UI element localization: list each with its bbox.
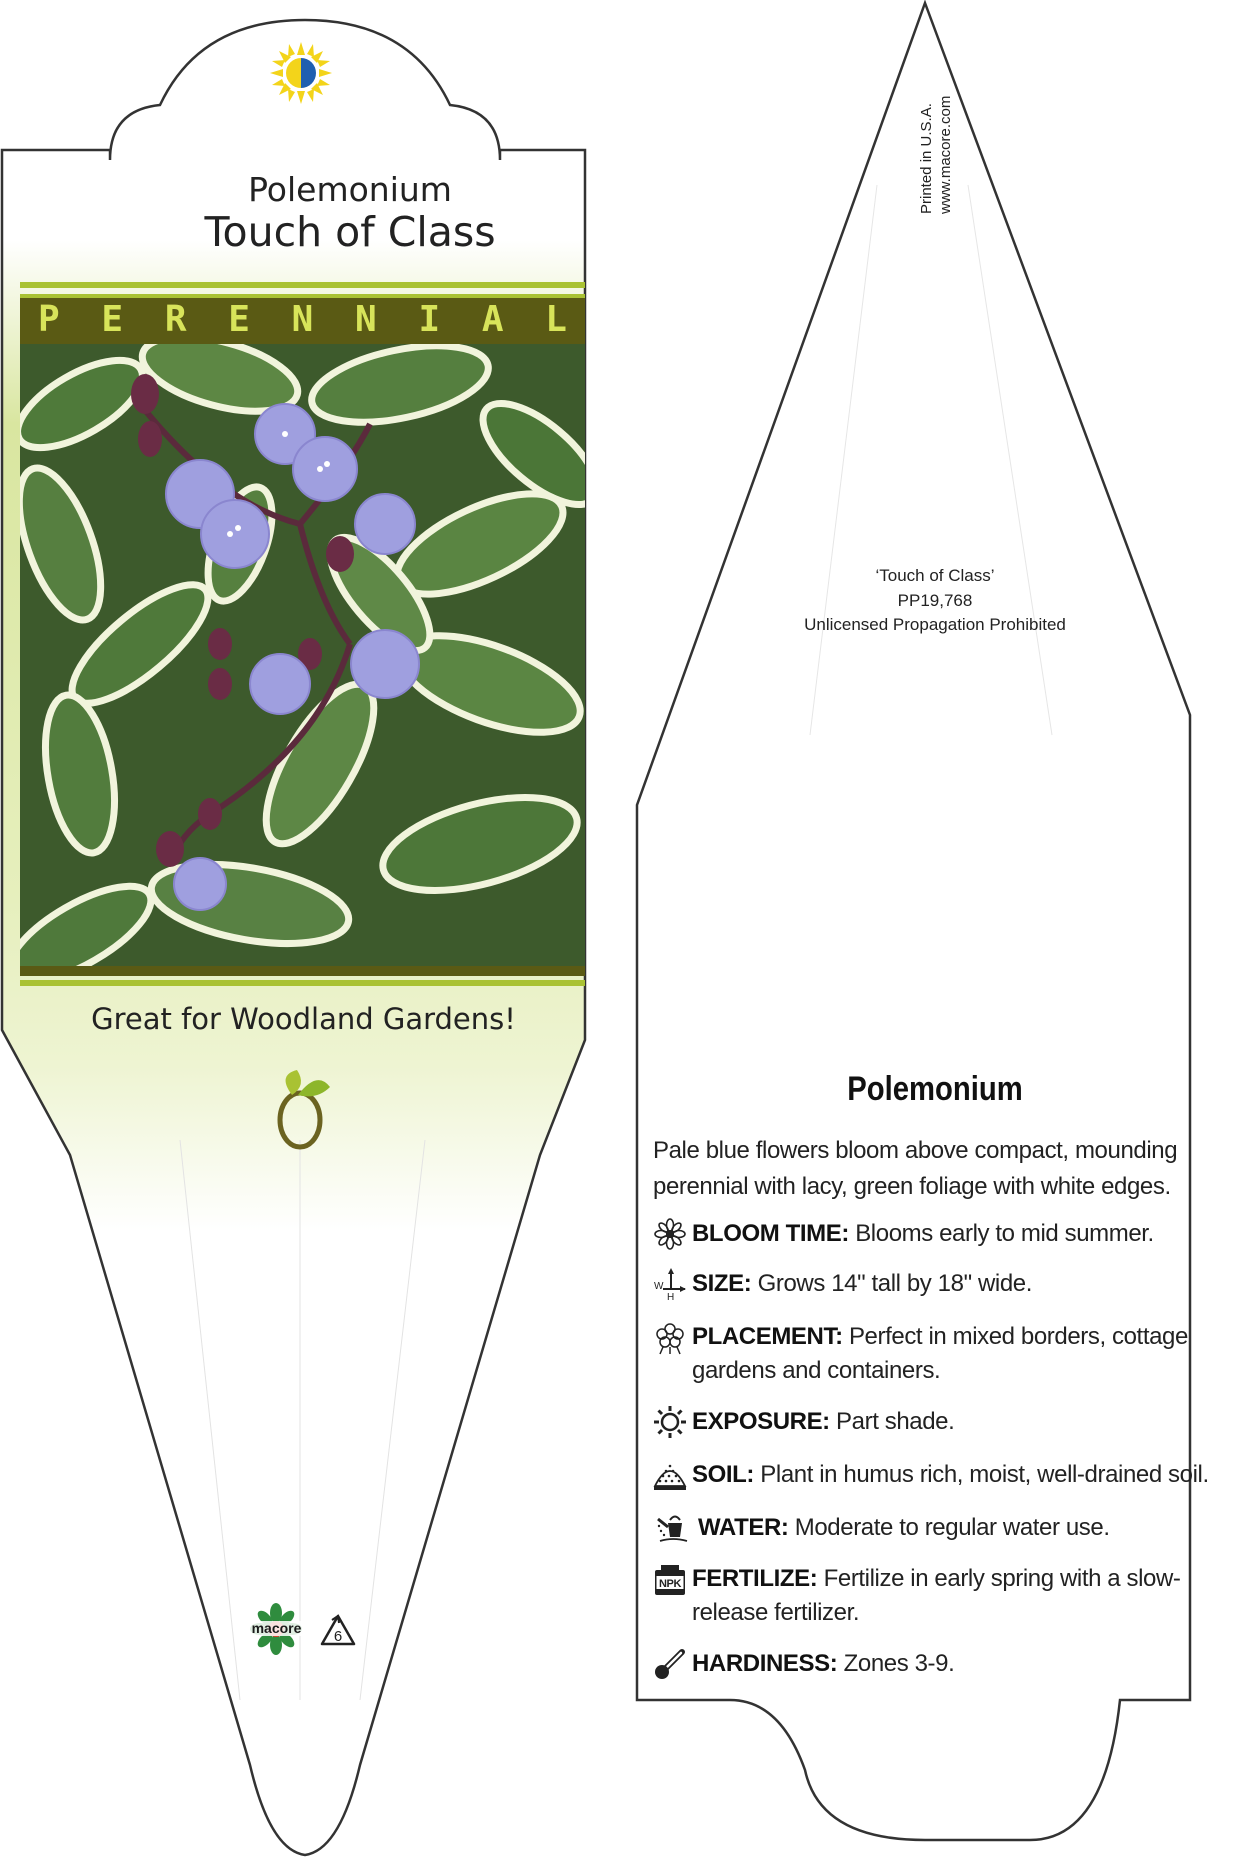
front-cultivar-name: Touch of Class — [204, 208, 496, 256]
hardiness-text — [692, 1646, 954, 1682]
fertilize-label: FERTILIZE: — [692, 1565, 818, 1592]
front-tagline: Great for Woodland Gardens! — [91, 1002, 516, 1036]
macore-brand-logo — [244, 1603, 309, 1658]
svg-text:NPK: NPK — [658, 1578, 682, 1590]
photo-bottom-band — [20, 966, 585, 976]
patent-cultivar: ‘Touch of Class’ — [875, 566, 995, 585]
category-letter: N — [355, 298, 377, 340]
printed-in-note: Printed in U.S.A. — [918, 103, 935, 214]
soil-text — [692, 1457, 1209, 1493]
plant-photo — [20, 344, 585, 966]
sprout-logo-icon — [272, 1065, 332, 1155]
size-label: SIZE: — [692, 1270, 752, 1297]
category-letter: L — [545, 298, 567, 340]
size-text — [692, 1266, 1032, 1302]
category-top-line — [20, 282, 585, 288]
placement-text — [692, 1320, 1228, 1388]
exposure-row — [653, 1404, 1228, 1440]
hardiness-value: Zones 3-9. — [843, 1650, 955, 1677]
bloom-time-text — [692, 1216, 1154, 1252]
recycle-symbol — [318, 1612, 358, 1652]
exposure-text — [692, 1404, 954, 1440]
soil-label: SOIL: — [692, 1461, 754, 1488]
placement-label: PLACEMENT: — [692, 1323, 843, 1350]
thermometer-icon — [653, 1647, 687, 1681]
npk-icon — [653, 1563, 687, 1597]
category-letter: N — [291, 298, 314, 340]
soil-row — [653, 1457, 1228, 1493]
bloom-time-value: Blooms early to mid summer. — [855, 1220, 1154, 1247]
fertilize-row — [653, 1562, 1228, 1630]
placement-icon — [653, 1321, 687, 1355]
patent-notice: Unlicensed Propagation Prohibited — [804, 615, 1066, 634]
photo-bottom-line — [20, 980, 585, 986]
watering-can-icon — [653, 1511, 693, 1545]
category-letter: P — [38, 298, 60, 340]
category-letter: E — [228, 298, 250, 340]
flower-icon — [653, 1217, 687, 1251]
svg-text:W: W — [654, 1281, 664, 1292]
bloom-time-row — [653, 1216, 1228, 1252]
water-label: WATER: — [698, 1514, 789, 1541]
sun-icon — [653, 1405, 687, 1439]
front-genus-name: Polemonium — [248, 170, 452, 209]
size-row — [653, 1266, 1228, 1302]
category-letter: R — [164, 298, 187, 340]
soil-icon — [653, 1458, 687, 1492]
soil-value: Plant in humus rich, moist, well-drained soil. — [760, 1461, 1209, 1488]
sun-logo-icon — [268, 40, 334, 106]
water-text — [698, 1510, 1110, 1546]
svg-text:macore: macore — [251, 1620, 302, 1636]
hardiness-row — [653, 1646, 1228, 1682]
category-letter: E — [101, 298, 124, 340]
water-value: Moderate to regular water use. — [794, 1514, 1110, 1541]
bloom-time-label: BLOOM TIME: — [692, 1220, 849, 1247]
size-value: Grows 14" tall by 18" wide. — [757, 1270, 1032, 1297]
back-title: Polemonium — [847, 1070, 1023, 1108]
fertilize-value: Fertilize in early spring with a slow-release fertilizer. — [692, 1565, 1181, 1626]
website-note: www.macore.com — [937, 95, 954, 214]
exposure-value: Part shade. — [836, 1408, 955, 1435]
placement-value: Perfect in mixed borders, cottage gardens and containers. — [692, 1323, 1188, 1384]
exposure-label: EXPOSURE: — [692, 1408, 830, 1435]
svg-text:H: H — [667, 1292, 674, 1301]
patent-number: PP19,768 — [897, 591, 973, 610]
size-icon — [653, 1267, 687, 1301]
placement-row — [653, 1320, 1228, 1388]
svg-text:6: 6 — [333, 1628, 343, 1645]
category-label — [20, 298, 585, 340]
plant-description: Pale blue flowers bloom above compact, mounding perennial with lacy, green foliage with white edges. — [653, 1137, 1178, 1200]
category-letter: A — [481, 298, 504, 340]
water-row — [653, 1510, 1228, 1546]
category-letter: I — [418, 298, 441, 340]
hardiness-label: HARDINESS: — [692, 1650, 838, 1677]
fertilize-text — [692, 1562, 1228, 1630]
